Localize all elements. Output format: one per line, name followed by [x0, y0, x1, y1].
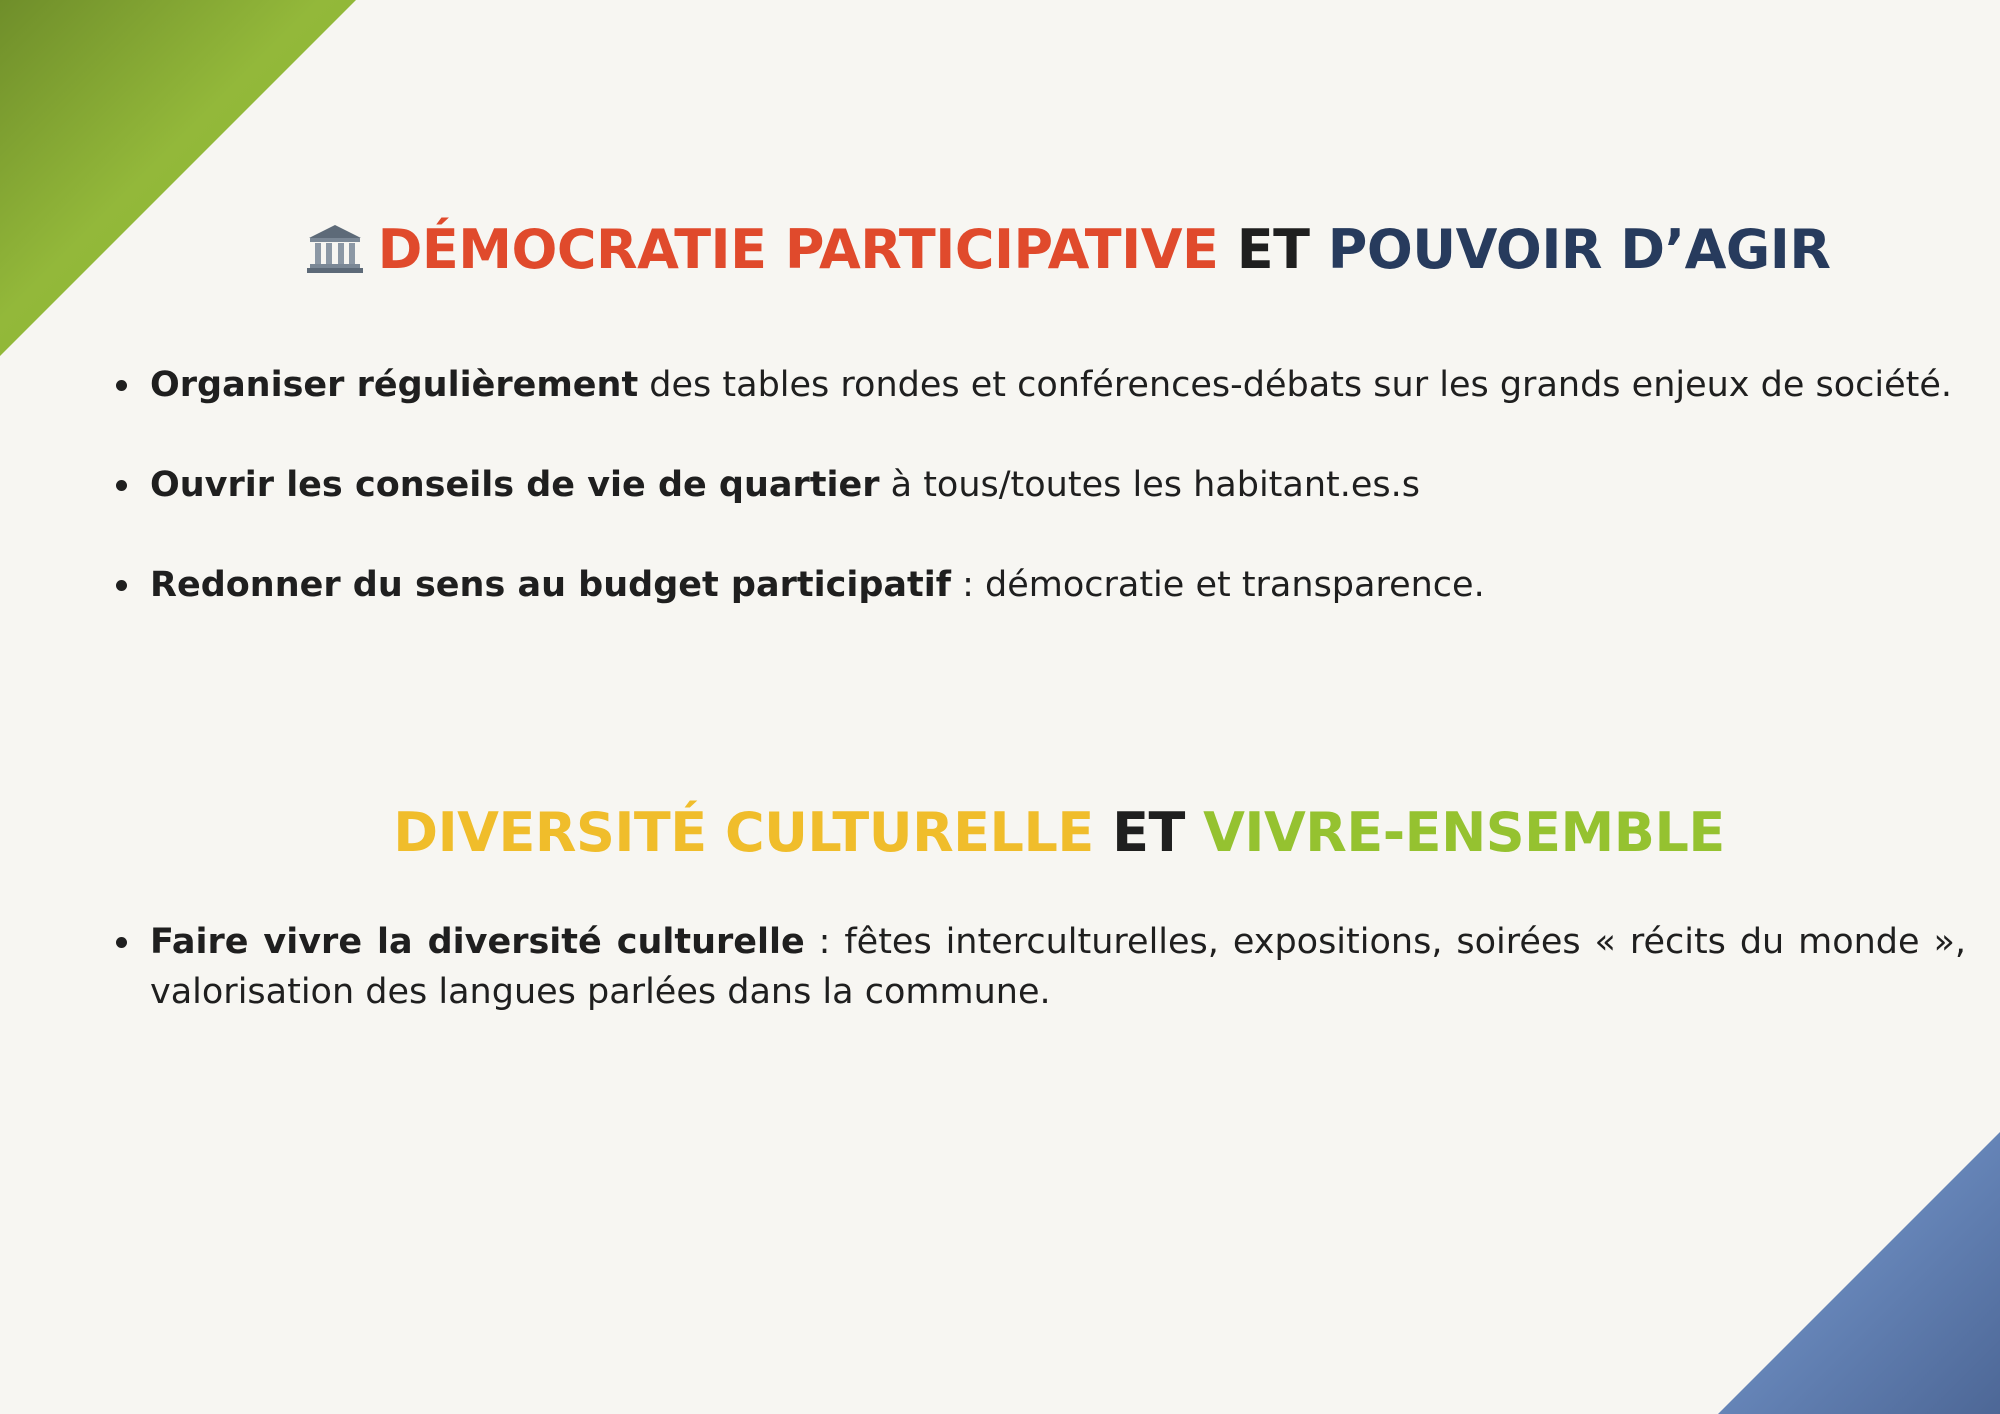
list-item-bold: Faire vivre la diversité culturelle — [150, 922, 805, 962]
list-item-text: à tous/toutes les habitant.es.s — [879, 465, 1421, 505]
corner-decoration-bottom-right — [1718, 1132, 2000, 1414]
corner-decoration-top-left — [0, 0, 356, 356]
list-item-bold: Organiser régulièrement — [150, 365, 639, 405]
section-heading-democratie — [0, 218, 2000, 281]
heading-joiner: ET — [1236, 218, 1310, 282]
list-item-text: : fêtes interculturelles, expositions, soirées « récits du monde », valorisation des langues parlées dans la commune. — [150, 922, 1966, 1012]
list-item-text: des tables rondes et conférences-débats sur les grands enjeux de société. — [638, 365, 1953, 405]
heading-joiner: ET — [1112, 801, 1185, 865]
list-item-bold: Ouvrir les conseils de vie de quartier — [150, 465, 880, 505]
list-item — [116, 560, 1966, 610]
heading-part-red: DÉMOCRATIE PARTICIPATIVE — [377, 218, 1219, 282]
list-item-text: : démocratie et transparence. — [950, 565, 1485, 605]
list-item-bold: Redonner du sens au budget participatif — [150, 565, 951, 605]
heading-part-green: VIVRE-ENSEMBLE — [1203, 801, 1725, 865]
list-item — [116, 360, 1966, 410]
heading-part-navy: POUVOIR D’AGIR — [1327, 218, 1831, 282]
classical-building-icon — [306, 222, 364, 274]
diversite-bullet-list — [116, 917, 1966, 1017]
list-item — [116, 460, 1966, 510]
section-heading-diversite — [0, 801, 2000, 864]
list-item — [116, 917, 1966, 1017]
democratie-bullet-list — [116, 360, 1966, 610]
heading-part-yellow: DIVERSITÉ CULTURELLE — [393, 801, 1094, 865]
